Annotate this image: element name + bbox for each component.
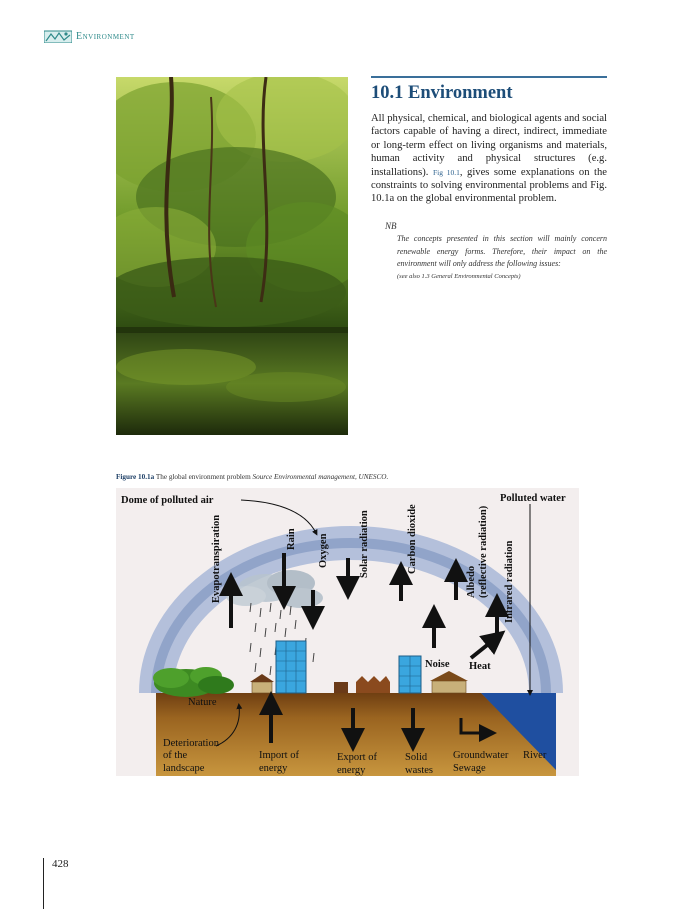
label-export-line1: Export of — [337, 752, 377, 763]
label-albedo-detail: (reflective radiation) — [478, 505, 489, 598]
body-text-part1: All physical, chemical, and biological agents and social factors capable of having a direct, indirect, immediate or long-term effect on living organisms and materials, human activity and physical structures (e.g. installations). — [371, 113, 607, 178]
label-import-line2: energy — [259, 763, 288, 774]
nb-label: NB — [385, 220, 397, 231]
label-import-line1: Import of — [259, 750, 299, 761]
nb-text: The concepts presented in this section will mainly concern renewable energy forms. Therefore, their impact on the environment will only address the following issues: — [397, 234, 607, 269]
running-header — [44, 28, 135, 44]
figure-caption-source: Source Environmental management, UNESCO. — [252, 473, 389, 481]
section-title-rule — [371, 76, 607, 78]
section-title: 10.1 Environment — [371, 83, 513, 103]
header-section-label: Environment — [76, 30, 135, 42]
label-solid-line2: wastes — [405, 765, 433, 776]
label-dome: Dome of polluted air — [121, 495, 214, 506]
label-groundwater-line2: Sewage — [453, 763, 486, 774]
landscape-icon — [44, 29, 72, 43]
label-nature: Nature — [188, 697, 217, 708]
label-deterioration-line2: of the — [163, 750, 188, 761]
label-solid-line1: Solid — [405, 752, 428, 763]
nb-see-also: (see also 1.3 General Environmental Concepts) — [397, 272, 521, 280]
label-albedo: Albedo — [466, 565, 477, 598]
global-environment-diagram — [116, 488, 579, 776]
label-river: River — [523, 750, 547, 761]
label-evapotranspiration: Evapotranspiration — [211, 514, 222, 603]
body-text-part2: , gives some explanations on the constraints to solving environmental problems and Fig. 10.1a on the global environmental problem. — [371, 166, 607, 205]
label-solar-radiation: Solar radiation — [359, 510, 370, 578]
label-deterioration-line3: landscape — [163, 763, 205, 774]
label-groundwater-line1: Groundwater — [453, 750, 509, 761]
label-rain: Rain — [286, 528, 297, 550]
section-body — [371, 112, 607, 206]
label-infrared-radiation: Infrared radiation — [504, 540, 515, 623]
label-heat: Heat — [469, 661, 491, 672]
label-carbon-dioxide: Carbon dioxide — [407, 504, 418, 574]
page-margin-rule — [43, 858, 44, 909]
figure-caption — [116, 473, 388, 481]
page-number: 428 — [52, 858, 69, 870]
section-10-1 — [371, 76, 607, 283]
figure-caption-label: Figure 10.1a — [116, 473, 155, 481]
label-polluted-water: Polluted water — [500, 493, 566, 504]
forest-pond-photo — [116, 77, 348, 435]
figure-caption-text: The global environment problem — [155, 473, 251, 481]
label-deterioration-line1: Deterioration — [163, 738, 219, 749]
label-oxygen: Oxygen — [318, 533, 329, 568]
nb-note — [371, 220, 607, 284]
label-noise: Noise — [425, 659, 450, 670]
figure-xref-link[interactable]: Fig 10.1 — [432, 167, 460, 177]
label-export-line2: energy — [337, 765, 366, 776]
